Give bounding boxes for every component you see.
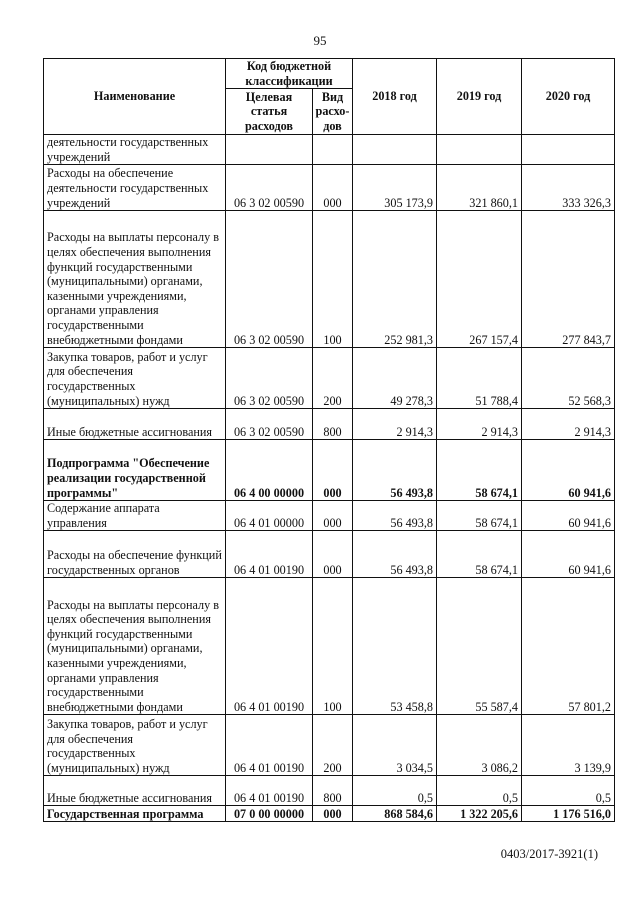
row-expense-kind-cell: 000 — [313, 440, 353, 501]
row-name-cell: Расходы на обеспечение функций государственных органов — [44, 531, 226, 578]
row-2020-cell: 60 941,6 — [522, 501, 615, 531]
row-2018-cell: 53 458,8 — [353, 578, 437, 715]
row-2020-cell: 60 941,6 — [522, 440, 615, 501]
row-target-article-cell: 06 3 02 00590 — [226, 211, 313, 348]
row-2020-cell: 57 801,2 — [522, 578, 615, 715]
row-2019-cell: 3 086,2 — [437, 715, 522, 776]
row-2018-cell — [353, 135, 437, 165]
row-2020-cell: 333 326,3 — [522, 165, 615, 211]
table-row — [44, 715, 615, 776]
row-2018-cell: 252 981,3 — [353, 211, 437, 348]
table-row — [44, 531, 615, 578]
table-row — [44, 501, 615, 531]
row-name-cell: деятельности государственных учреждений — [44, 135, 226, 165]
table-row — [44, 211, 615, 348]
row-name-cell: Расходы на обеспечение деятельности государственных учреждений — [44, 165, 226, 211]
row-target-article-cell: 06 4 01 00190 — [226, 715, 313, 776]
budget-table — [43, 58, 615, 822]
row-2019-cell: 51 788,4 — [437, 348, 522, 409]
header-2018: 2018 год — [353, 59, 437, 135]
table-header — [44, 59, 615, 135]
row-2019-cell: 1 322 205,6 — [437, 806, 522, 822]
row-2020-cell: 3 139,9 — [522, 715, 615, 776]
row-expense-kind-cell: 000 — [313, 806, 353, 822]
row-2018-cell: 56 493,8 — [353, 501, 437, 531]
row-2018-cell: 0,5 — [353, 776, 437, 806]
table-row — [44, 578, 615, 715]
row-2019-cell: 267 157,4 — [437, 211, 522, 348]
row-expense-kind-cell: 100 — [313, 211, 353, 348]
row-2019-cell: 55 587,4 — [437, 578, 522, 715]
header-2019: 2019 год — [437, 59, 522, 135]
row-2020-cell: 0,5 — [522, 776, 615, 806]
row-2020-cell: 52 568,3 — [522, 348, 615, 409]
row-target-article-cell: 06 4 01 00190 — [226, 531, 313, 578]
row-expense-kind-cell: 200 — [313, 715, 353, 776]
header-expense-kind: Вид расхо-дов — [313, 89, 353, 135]
row-2018-cell: 868 584,6 — [353, 806, 437, 822]
row-2019-cell: 58 674,1 — [437, 440, 522, 501]
row-target-article-cell: 06 3 02 00590 — [226, 409, 313, 440]
row-name-cell: Расходы на выплаты персоналу в целях обеспечения выполнения функций государственными (муниципальными) органами, казенными учреждениями, органами управления государственными внебюджетными фондами — [44, 578, 226, 715]
row-2019-cell: 321 860,1 — [437, 165, 522, 211]
row-name-cell: Иные бюджетные ассигнования — [44, 409, 226, 440]
row-2020-cell: 60 941,6 — [522, 531, 615, 578]
row-name-cell: Расходы на выплаты персоналу в целях обеспечения выполнения функций государственными (муниципальными) органами, казенными учреждениями, органами управления государственными внебюджетными фондами — [44, 211, 226, 348]
table-row — [44, 806, 615, 822]
row-name-cell: Государственная программа — [44, 806, 226, 822]
header-2020: 2020 год — [522, 59, 615, 135]
header-target-article: Целевая статья расходов — [226, 89, 313, 135]
row-2019-cell — [437, 135, 522, 165]
table-row — [44, 440, 615, 501]
row-name-cell: Подпрограмма "Обеспечение реализации государственной программы" — [44, 440, 226, 501]
row-2020-cell: 277 843,7 — [522, 211, 615, 348]
table-body — [44, 135, 615, 822]
row-2020-cell — [522, 135, 615, 165]
row-2020-cell: 2 914,3 — [522, 409, 615, 440]
row-target-article-cell: 06 4 01 00190 — [226, 578, 313, 715]
row-2018-cell: 49 278,3 — [353, 348, 437, 409]
row-name-cell: Иные бюджетные ассигнования — [44, 776, 226, 806]
row-expense-kind-cell: 800 — [313, 776, 353, 806]
row-2020-cell: 1 176 516,0 — [522, 806, 615, 822]
row-name-cell: Закупка товаров, работ и услуг для обеспечения государственных (муниципальных) нужд — [44, 715, 226, 776]
row-expense-kind-cell: 200 — [313, 348, 353, 409]
table-row — [44, 348, 615, 409]
row-2018-cell: 305 173,9 — [353, 165, 437, 211]
header-name: Наименование — [44, 59, 226, 135]
table-row — [44, 165, 615, 211]
row-target-article-cell: 06 4 01 00190 — [226, 776, 313, 806]
document-code: 0403/2017-3921(1) — [500, 847, 598, 861]
row-name-cell: Содержание аппарата управления — [44, 501, 226, 531]
row-2019-cell: 58 674,1 — [437, 531, 522, 578]
row-target-article-cell: 06 3 02 00590 — [226, 165, 313, 211]
row-target-article-cell: 06 4 00 00000 — [226, 440, 313, 501]
row-expense-kind-cell: 800 — [313, 409, 353, 440]
row-2018-cell: 3 034,5 — [353, 715, 437, 776]
row-target-article-cell: 06 3 02 00590 — [226, 348, 313, 409]
row-2019-cell: 0,5 — [437, 776, 522, 806]
table-row — [44, 409, 615, 440]
row-expense-kind-cell: 100 — [313, 578, 353, 715]
row-expense-kind-cell: 000 — [313, 531, 353, 578]
row-target-article-cell: 07 0 00 00000 — [226, 806, 313, 822]
table-row — [44, 135, 615, 165]
row-2019-cell: 58 674,1 — [437, 501, 522, 531]
row-expense-kind-cell: 000 — [313, 501, 353, 531]
table-row — [44, 776, 615, 806]
row-2018-cell: 56 493,8 — [353, 531, 437, 578]
header-code-group: Код бюджетной классификации — [226, 59, 353, 89]
row-name-cell: Закупка товаров, работ и услуг для обеспечения государственных (муниципальных) нужд — [44, 348, 226, 409]
row-target-article-cell: 06 4 01 00000 — [226, 501, 313, 531]
row-expense-kind-cell: 000 — [313, 165, 353, 211]
row-expense-kind-cell — [313, 135, 353, 165]
row-2018-cell: 56 493,8 — [353, 440, 437, 501]
row-2018-cell: 2 914,3 — [353, 409, 437, 440]
page-number: 95 — [313, 33, 327, 48]
row-2019-cell: 2 914,3 — [437, 409, 522, 440]
row-target-article-cell — [226, 135, 313, 165]
